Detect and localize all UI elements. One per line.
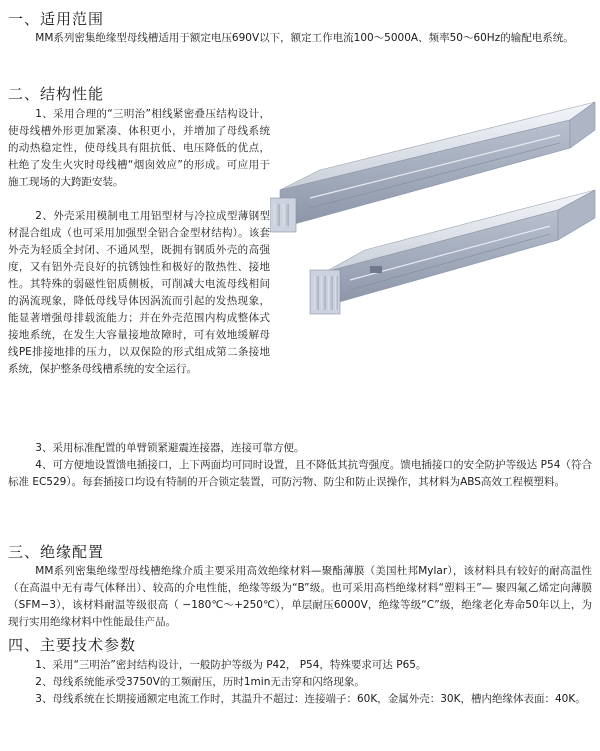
paragraph-structure-1: 1、采用合理的“三明治”相线紧密叠压结构设计，使母线槽外形更加紧凑、体积更小，并增加了母线系统的动热稳定性，使母线具有阻抗低、电压降低的优点，杜绝了发生火灾时母线槽“烟囱效应”的形成。可应用于施工现场的大跨距安装。	[8, 108, 270, 188]
paragraph-scope: MM系列密集绝缘型母线槽适用于额定电压690V以下，额定工作电流100～5000A、频率50～60Hz的输配电系统。	[35, 32, 574, 44]
paragraph-parameter-1: 1、采用“三明治”密封结构设计，一般防护等级为 P42， P54，特殊要求可达 P65。	[35, 659, 427, 671]
paragraph-parameter-3: 3、母线系统在长期接通额定电流工作时，其温升不超过：连接端子：60K，金属外壳：30K，槽内绝缘体表面：40K。	[35, 693, 586, 705]
paragraph-insulation: MM系列密集绝缘型母线槽绝缘介质主要采用高效绝缘材料—聚酯薄膜（美国杜邦Mylar），该材料具有较好的耐高温性（在高温中无有毒气体释出）、较高的介电性能，绝缘等级为“B”级。也可采用高档绝缘材料“塑料王”— 聚四氟乙烯定向薄膜（SFM−3），该材料耐温等级很高（ −180℃～+250℃），单层耐压6000V，绝缘等级“C”级，绝缘老化寿命50年以上，为现行实用绝缘材料中性能最佳产品。	[8, 565, 592, 628]
busway-product-image	[270, 90, 600, 320]
paragraph-structure-3: 3、采用标准配置的单臂锁紧避震连接器，连接可靠方便。	[35, 442, 305, 454]
section-heading-insulation: 三、绝缘配置	[8, 543, 105, 561]
paragraph-structure-2: 2、外壳采用模制电工用铝型材与冷拉成型薄钢型材混合组成（也可采用加强型全铝合金型材结构）。该套外壳为轻质全封闭、不通风型，既拥有钢质外壳的高强度，又有铝外壳良好的抗锈蚀性和极好的散热性、接地性。其特殊的弱磁性铝质侧板，可削减大电流母线相间的涡流现象，降低母线导体因涡流而引起的发热现象，能显著增强母排载流能力；并在外壳范围内构成整体式接地系统，在发生大容量接地故障时，可有效地缓解母线PE排接地排的压力，以双保险的形式组成第二条接地系统，保护整条母线槽系统的安全运行。	[8, 210, 270, 375]
paragraph-structure-4: 4、可方便地设置馈电插接口，上下两面均可同时设置，且不降低其抗弯强度。馈电插接口的安全防护等级达 P54（符合标准 EC529）。每套插接口均设有特制的开合锁定装置，可防污物、防尘和防止误操作，其材料为ABS高效工程模塑料。	[8, 459, 592, 488]
busway-unit-lower	[310, 190, 595, 314]
section-heading-technical-parameters: 四、主要技术参数	[8, 636, 137, 654]
section-heading-scope: 一、适用范围	[8, 10, 105, 28]
section-heading-structure: 二、结构性能	[8, 85, 105, 103]
paragraph-parameter-2: 2、母线系统能承受3750V的工频耐压，历时1min无击穿和闪络现象。	[35, 676, 365, 688]
